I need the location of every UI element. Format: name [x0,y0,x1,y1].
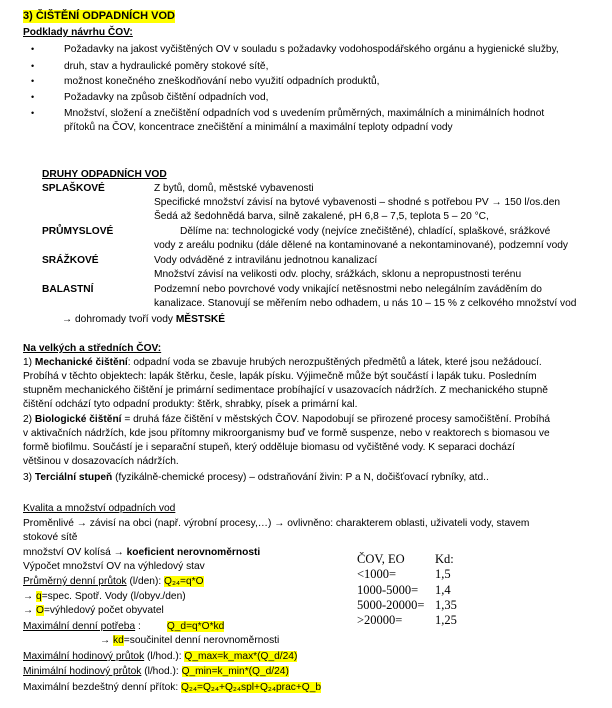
biologicke-text: = druhá fáze čištění v městských ČOV. Napodobují se přirozené procesy samočištění. Probíhá [121,414,551,425]
dohromady-line [62,313,225,326]
kd-table-cell: 1,4 [435,583,451,597]
splaskove-label: SPLAŠKOVÉ [42,183,105,194]
biologicke-text: v aktivačních nádržích, kde jsou přítomny mikroorganismy buď ve formě suspenze, nebo v reaktorech s biomasou ve [23,428,550,439]
max-hodinovy-label: Maximální hodinový průtok [23,651,145,662]
kd-table-cell: >20000= [357,613,403,627]
min-hodinovy-label: Minimální hodinový průtok [23,666,142,677]
bullet-icon: • [31,76,35,86]
kd-table-cell: 5000-20000= [357,598,425,612]
balastni-text: Podzemní nebo povrchové vody vnikající netěsnostmi nebo nelegálním zaváděním do [154,284,542,295]
mestske-label: MĚSTSKÉ [175,314,226,325]
arrow-icon: → [23,591,37,602]
koeficient-label: koeficient nerovnoměrnosti [126,547,261,558]
kd-table-cell: 1,25 [435,613,457,627]
symbol: kd [113,635,124,646]
kolisani-line [23,546,260,559]
arrow-icon: → [23,605,37,616]
definition-line [100,634,279,647]
bezdestny-line [23,681,321,694]
mechanicke-text: stupněm mechanického čištění je primární sedimentace probíhající v usazovacích nádržích. Z mechanického stupně [23,385,548,396]
paragraph-number: 3) [23,472,35,483]
definition-line [23,604,164,617]
list-item: Množství, složení a znečištění odpadních vod s uvedením průměrných, maximálních a minimálních hodnot [64,108,545,119]
kvalita-heading: Kvalita a množství odpadních vod [23,503,176,514]
formula: Q_d=q*O*kd [166,621,225,632]
splaskove-text: Specifické množství závisí na bytové vybavenosti – shodné s potřebou PV → 150 l/os.den [154,197,561,208]
dohromady-prefix: → dohromady tvoří vody [62,314,176,325]
biologicke-text: formě biofilmu. Součástí je i separační stupeň, který odděluje biomasu od vyčištěné vody. K separaci dochází [23,442,515,453]
definition-text: =spec. Spotř. Vody (l/obyv./den) [41,591,186,602]
arrow-icon: → [100,635,114,646]
max-denni-label: Maximální denní potřeba [23,621,136,632]
prumyslove-text: Dělíme na: technologické vody (nejvíce znečištěné), chladící, splaškové, srážkové [180,226,551,237]
kd-table-cell: 1,5 [435,567,451,581]
bezdestny-label: Maximální bezdeštný denní přítok: [23,682,179,693]
bullet-icon: • [31,92,35,102]
tercialni-line [23,471,489,484]
mechanicke-text: Probíhá v těchto objektech: lapák štěrku, česle, lapák písku. Výjimečně může být součástí i lapák tuku. Posledním [23,371,537,382]
mechanicke-text: čištění odchází tyto odpadní produkty: štěrk, shrabky, písek a primární kal. [23,399,358,410]
paragraph-number: 2) [23,414,35,425]
splaskove-text: Z bytů, domů, městské vybavenosti [154,183,314,194]
list-item: možnost konečného zneškodňování nebo využití odpadních produktů, [64,76,380,87]
symbol: O [36,605,44,616]
cov-heading: Na velkých a středních ČOV: [23,343,162,354]
unit-text: (l/den): [126,576,165,587]
kolisani-text: množství OV kolísá → [23,547,127,558]
druhy-heading: DRUHY ODPADNÍCH VOD [42,169,167,180]
mechanicke-text: : odpadní voda se zbavuje hrubých nerozpuštěných předmětů a látek, které jsou nežádoucí. [127,357,542,368]
bullet-icon: • [31,61,35,71]
kd-table-cell: <1000= [357,567,397,581]
kvalita-text: stokové sítě [23,532,78,543]
prumyslove-label: PRŮMYSLOVÉ [42,226,114,237]
bullet-icon: • [31,44,35,54]
kd-table-header-eo: ČOV, EO [357,552,405,566]
definition-text: =výhledový počet obyvatel [43,605,164,616]
prumerny-prutok-line [23,575,204,588]
definition-line [23,590,186,603]
splaskove-text: Šedá až šedohnědá barva, silně zakalené, pH 6,8 – 7,5, teplota 5 – 20 °C, [154,211,489,222]
mechanicke-heading: Mechanické čištění [34,357,128,368]
unit-text: (l/hod.): [144,651,185,662]
page-title: 3) ČIŠTĚNÍ ODPADNÍCH VOD [23,10,175,22]
list-item: druh, stav a hydraulické poměry stokové sítě, [64,61,269,72]
balastni-text: kanalizace. Stanovují se měřením nebo odhadem, u nás 10 – 15 % z celkového množství vod [154,298,577,309]
max-hodinovy-line [23,650,297,663]
srazkove-label: SRÁŽKOVÉ [42,255,99,266]
bullet-icon: • [31,108,35,118]
podklady-heading: Podklady návrhu ČOV: [23,27,133,38]
srazkove-text: Množství závisí na velikosti odv. plochy, srážkách, sklonu a nepropustnosti terénu [154,269,522,280]
list-item-continuation: přítoků na ČOV, koncentrace znečištění a minimální a maximální teploty odpadní vody [64,122,453,133]
list-item: Požadavky na jakost vyčištěných OV v souladu s požadavky vodohospodářského orgánu a hygienické služby, [64,44,559,55]
formula: Q_min=k_min*(Q_d/24) [181,666,289,677]
srazkove-text: Vody odváděné z intravilánu jednotnou kanalizací [154,255,378,266]
max-denni-line [23,620,224,633]
balastni-label: BALASTNÍ [42,284,94,295]
symbol: q [36,591,42,602]
kd-table-cell: 1000-5000= [357,583,419,597]
paragraph-number: 1) [23,357,35,368]
formula: Q₂₄=Q₂₄+Q₂₄spl+Q₂₄prac+Q_b [181,682,322,693]
biologicke-text: většinou v dosazovacích nádržích. [23,456,179,467]
prumyslove-text: vody z areálu podniku (dále dělené na kontaminované a nekontaminované), podzemní vody [154,240,568,251]
tercialni-heading: Terciální stupeň [34,472,113,483]
mechanicke-line [23,356,542,369]
kd-table-cell: 1,35 [435,598,457,612]
prumerny-prutok-label: Průměrný denní průtok [23,576,127,587]
tercialni-text: (fyzikálně-chemické procesy) – odstraňování živin: P a N, dočišťovací rybníky, atd.. [112,472,489,483]
min-hodinovy-line [23,665,289,678]
list-item: Požadavky na způsob čištění odpadních vod, [64,92,269,103]
formula: Q_max=k_max*(Q_d/24) [184,651,298,662]
formula: Q₂₄=q*O [164,576,204,587]
biologicke-heading: Biologické čištění [34,414,122,425]
kvalita-text: Výpočet množství OV na výhledový stav [23,561,205,572]
biologicke-line [23,413,550,426]
kvalita-text: Proměnlivé → závisí na obci (např. výrobní procesy,…) → ovlivněno: charakterem oblasti, uživateli vody, stavem [23,518,530,529]
definition-text: =součinitel denní nerovnoměrnosti [123,635,280,646]
separator: : [135,621,141,632]
kd-table-header-kd: Kd: [435,552,454,566]
unit-text: (l/hod.): [141,666,182,677]
